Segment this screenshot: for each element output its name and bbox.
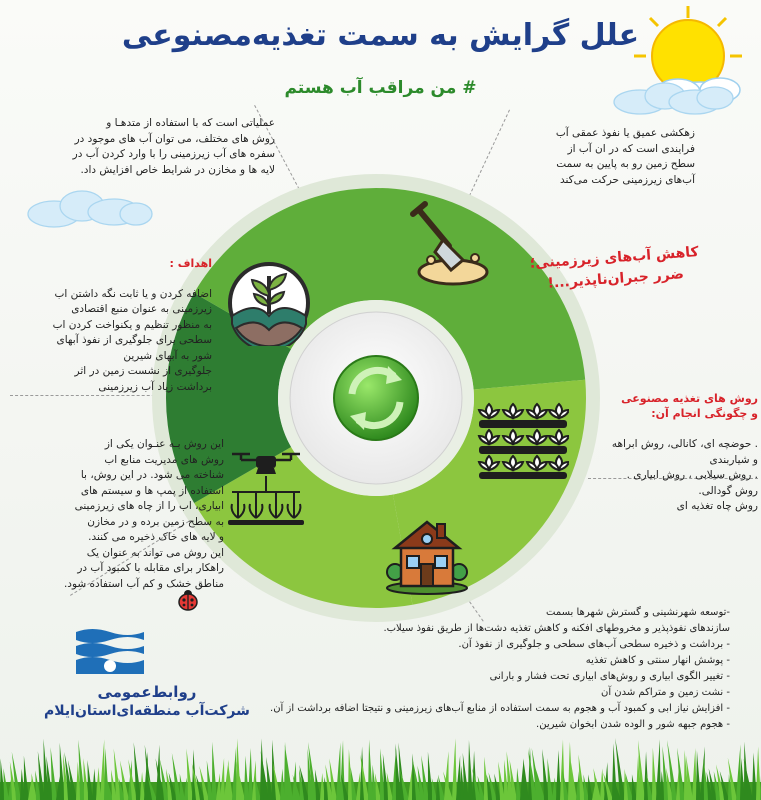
- decline-causes-list: -توسعه شهرنشینی و گسترش شهرها بسمت سازندهای نفوذپذیر و مخروطهای افکنه و کاهش تغذیه دشت‌ها از طریق نفوذ سیلاب. - برداشت و ذخیره سطحی آب‌های سطحی و جلوگیری از نفوذ آن. - پوشش انهار سنتی و کاهش تغذیه - تغییر الگوی ابیاری و روش‌های ابیاری تحت فشار و بارانی - نشت زمین و متراکم شدن آن - افزایش نیاز ابی و کمبود آب و هجوم به سمت استفاده از منابع آب‌های زیرزمینی و نتیجتا اضافه برداشت از آن. - هجوم جبهه شور و الوده شدن ابخوان شیرین.: [270, 607, 730, 730]
- page-title: علل گرایش به سمت تغذیه‌مصنوعی: [121, 18, 640, 53]
- groundwater-management-text: این روش بـه عنـوان یکی از روش های مدیریت منابع اب شناخته می شود. در این روش، با استفاده از پمپ ها و سیستم های ابیاری، اب را از چاه های زیرزمینی به سطح زمین برده و در مخازن و لایه های خاک ذخیره می کنند. این روش می تواند به عنوان یک راهکار برای مقابله با کمبود آب در مناطق خشک و کم آب استفاده شود.: [63, 438, 224, 590]
- plant-water-icon: [226, 260, 312, 346]
- goals-block: [12, 240, 212, 411]
- goals-text: اضافه کردن و یا ثابت نگه داشتن اب زیرزمینی به عنوان منبع اقتصادی به منظور تنظیم و یکنواخت کردن اب سطحی برای جلوگیری از نفوذ آبهای شور به آبهای شیرین جلوگیری از نشست زمین در اثر برداشت زیاد آب زیرزمینی: [52, 287, 212, 393]
- crop-rows-icon: [477, 400, 569, 480]
- irrigation-drone-icon: [226, 448, 306, 528]
- regional-water-company-label: شرکت‌آب منطقه‌ای‌استان‌ایلام: [44, 703, 250, 719]
- water-company-logo-icon: [72, 626, 148, 676]
- ladybug-icon: [176, 589, 200, 611]
- shovel-soil-icon: [405, 200, 495, 290]
- cloud-icon: [24, 184, 154, 234]
- hashtag-subtitle: # من مراقب آب هستم: [284, 78, 477, 98]
- grass-strip: [0, 730, 761, 800]
- goals-heading: اهداف :: [169, 256, 212, 270]
- methods-heading: روش های تغذیه مصنوعی و چگونگی انجام آن:: [621, 391, 758, 420]
- artificial-recharge-definition: عملیاتی است که با استفاده از متدهـا و روش های مختلف، می توان آب های موجود در سفره های آب زیرزمینی را با وارد کردن آب در لایه ها و مخازن در شرایط خاص افزایش داد.: [72, 117, 275, 176]
- methods-block: [588, 375, 758, 530]
- groundwater-slogan: کاهش آب‌های زیرزمینی؛ ضرر جبران‌ناپذیر...!: [529, 244, 700, 292]
- organization-name: [44, 683, 250, 719]
- public-relations-label: روابط‌عمومی: [97, 683, 197, 701]
- house-icon: [385, 512, 469, 596]
- recycle-arrows-icon: [334, 356, 418, 440]
- deep-drainage-definition: زهکشی عمیق یا نفوذ عمقی آب فرایندی است که در ان آب از سطح زمین رو به پایین به سمت آب‌های زیرزمینی حرکت می‌کند: [555, 127, 695, 186]
- methods-list: . حوضچه ای، کانالی، روش ابراهه و شیاربندی . روش سیلابی ، روش ابیاری . روش گودالی. روش چاه تغذیه ای: [611, 438, 758, 512]
